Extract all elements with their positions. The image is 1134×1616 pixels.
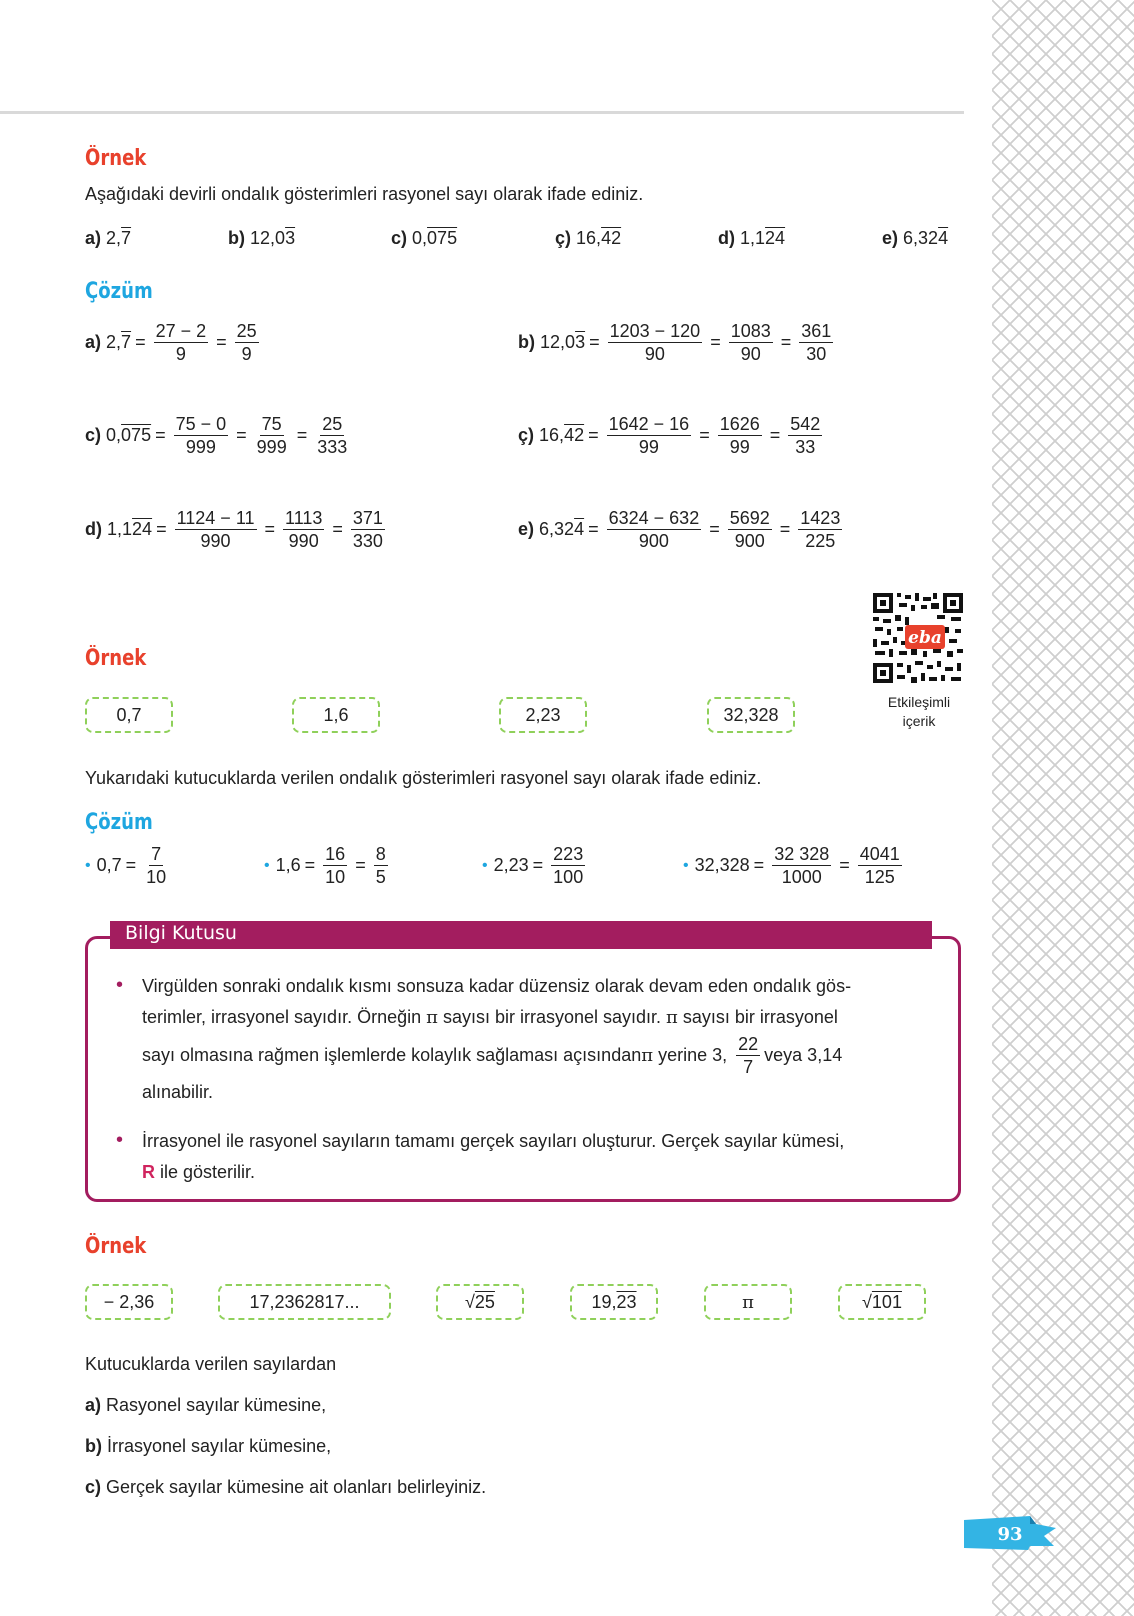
fraction: $\frac{7}{10}$ bbox=[146, 844, 167, 887]
example-3-heading: Örnek bbox=[85, 1234, 147, 1259]
example-2-heading: Örnek bbox=[85, 646, 147, 671]
fraction: $\frac{75}{999}$ bbox=[256, 414, 287, 457]
qr-caption-2: içerik bbox=[902, 713, 936, 729]
solution-2-item: • 2,23 = $\frac{223}{100}$ bbox=[482, 844, 584, 887]
example-2-prompt: Yukarıdaki kutucuklarda verilen ondalık gösterimleri rasyonel sayı olarak ifade ediniz. bbox=[85, 768, 762, 788]
info-box-title: Bilgi Kutusu bbox=[125, 922, 237, 944]
number-box: π bbox=[704, 1284, 792, 1320]
solution-1-row-c: c) 0, 075 = $\frac{75 - 0}{999}$ = $\frac{75}{999}$ = $\frac{25}{333}$ bbox=[85, 414, 348, 457]
fraction: $\frac{25}{333}$ bbox=[317, 414, 348, 457]
decimal-box: 0,7 bbox=[85, 697, 173, 733]
qr-code-icon[interactable] bbox=[871, 591, 965, 685]
fraction: $\frac{6324 - 632}{900}$ bbox=[608, 508, 700, 551]
solution-1-row-d: d) 1, 1 24 = $\frac{1124 - 11}{990}$ = $\frac{1113}{990}$ = $\frac{371}{330}$ bbox=[85, 508, 383, 551]
solution-2-heading: Çözüm bbox=[85, 810, 153, 835]
example-1-item-cc: ç) 16,42 bbox=[555, 228, 622, 248]
info-paragraph-1: Virgülden sonraki ondalık kısmı sonsuza kadar düzensiz olarak devam eden ondalık gös- terimler, irrasyonel sayıdır. Örneğin π sayısı bir irrasyonel sayıdır. π sayısı bir irrasyonel sayı olmasına rağmen işlemlerde kolaylık sağlaması açısından π yerine 3, $\frac{22}{7}$ veya 3,14 alınabilir. bbox=[142, 976, 852, 1102]
example-1-heading: Örnek bbox=[85, 146, 147, 171]
fraction: $\frac{27 - 2}{9}$ bbox=[155, 321, 207, 364]
page-number-badge bbox=[964, 1516, 1056, 1550]
example-1-item-e: e) 6,324 bbox=[882, 228, 949, 248]
number-box: 19, 23 bbox=[570, 1284, 658, 1320]
fraction: $\frac{1203 - 120}{90}$ bbox=[609, 321, 701, 364]
example-1-item-b: b) 12,03 bbox=[228, 228, 296, 248]
number-box: √ 25 bbox=[436, 1284, 524, 1320]
number-box: √ 101 bbox=[838, 1284, 926, 1320]
solution-1-row-e: e) 6, 32 4 = $\frac{6324 - 632}{900}$ = $\frac{5692}{900}$ = $\frac{1423}{225}$ bbox=[518, 508, 841, 551]
bullet-icon: • bbox=[116, 1129, 124, 1151]
fraction: $\frac{1626}{99}$ bbox=[719, 414, 760, 457]
solution-1-row-b: b) 12, 0 3 = $\frac{1203 - 120}{90}$ = $\frac{1083}{90}$ = $\frac{361}{30}$ bbox=[518, 321, 832, 364]
fraction: $\frac{16}{10}$ bbox=[325, 844, 346, 887]
fraction: $\frac{1113}{990}$ bbox=[285, 508, 323, 551]
solution-1-row-cc: ç) 16, 42 = $\frac{1642 - 16}{99}$ = $\frac{1626}{99}$ = $\frac{542}{33}$ bbox=[518, 414, 821, 457]
solution-2-item: • 32,328 = $\frac{32 328}{1000}$ = $\frac{4041}{125}$ bbox=[683, 844, 900, 887]
solution-1-row-a: a) 2, 7 = $\frac{27 - 2}{9}$ = $\frac{25}{9}$ bbox=[85, 321, 257, 364]
example-1-item-c: c) 0,075 bbox=[391, 228, 458, 248]
fraction: $\frac{22}{7}$ bbox=[738, 1033, 759, 1077]
example-1-item-d: d) 1,124 bbox=[718, 228, 786, 248]
fraction: $\frac{1124 - 11}{990}$ bbox=[176, 508, 255, 551]
info-paragraph-2: İrrasyonel ile rasyonel sayıların tamamı gerçek sayıları oluşturur. Gerçek sayılar kümesi, R ile gösterilir. bbox=[142, 1131, 845, 1182]
decimal-box: 32,328 bbox=[707, 697, 795, 733]
example-3-intro: Kutucuklarda verilen sayılardan bbox=[85, 1354, 337, 1374]
decimal-box: 2,23 bbox=[499, 697, 587, 733]
top-rule bbox=[0, 111, 964, 114]
fraction: $\frac{1642 - 16}{99}$ bbox=[608, 414, 690, 457]
fraction: $\frac{1083}{90}$ bbox=[730, 321, 771, 364]
fraction: $\frac{75 - 0}{999}$ bbox=[175, 414, 227, 457]
solution-2-item: • 0,7 = $\frac{7}{10}$ bbox=[85, 844, 167, 887]
fraction: $\frac{223}{100}$ bbox=[553, 844, 584, 887]
bullet-icon: • bbox=[116, 974, 124, 996]
fraction: $\frac{4041}{125}$ bbox=[859, 844, 900, 887]
qr-caption-1: Etkileşimli bbox=[887, 694, 951, 710]
page-number: 93 bbox=[997, 1524, 1023, 1545]
fraction: $\frac{371}{330}$ bbox=[352, 508, 383, 551]
example-3-question-b: b) İrrasyonel sayılar kümesine, bbox=[85, 1436, 332, 1456]
fraction: $\frac{361}{30}$ bbox=[801, 321, 832, 364]
example-1-item-a: a) 2,7 bbox=[85, 228, 132, 248]
fraction: $\frac{5692}{900}$ bbox=[729, 508, 770, 551]
fraction: $\frac{1423}{225}$ bbox=[800, 508, 841, 551]
fraction: $\frac{8}{5}$ bbox=[375, 844, 386, 887]
example-1-prompt: Aşağıdaki devirli ondalık gösterimleri rasyonel sayı olarak ifade ediniz. bbox=[85, 184, 644, 204]
example-3-question-a: a) Rasyonel sayılar kümesine, bbox=[85, 1395, 327, 1415]
fraction: $\frac{32 328}{1000}$ bbox=[774, 844, 830, 887]
solution-2-item: • 1,6 = $\frac{16}{10}$ = $\frac{8}{5}$ bbox=[264, 844, 386, 887]
fraction: $\frac{542}{33}$ bbox=[790, 414, 821, 457]
number-box: − 2,36 bbox=[85, 1284, 173, 1320]
solution-1-heading: Çözüm bbox=[85, 279, 153, 304]
side-pattern bbox=[992, 0, 1134, 1616]
example-3-question-c: c) Gerçek sayılar kümesine ait olanları belirleyiniz. bbox=[85, 1477, 487, 1497]
fraction: $\frac{25}{9}$ bbox=[236, 321, 257, 364]
number-box: 17,2362817... bbox=[218, 1284, 391, 1320]
eba-logo: eba bbox=[908, 628, 942, 648]
decimal-box: 1,6 bbox=[292, 697, 380, 733]
